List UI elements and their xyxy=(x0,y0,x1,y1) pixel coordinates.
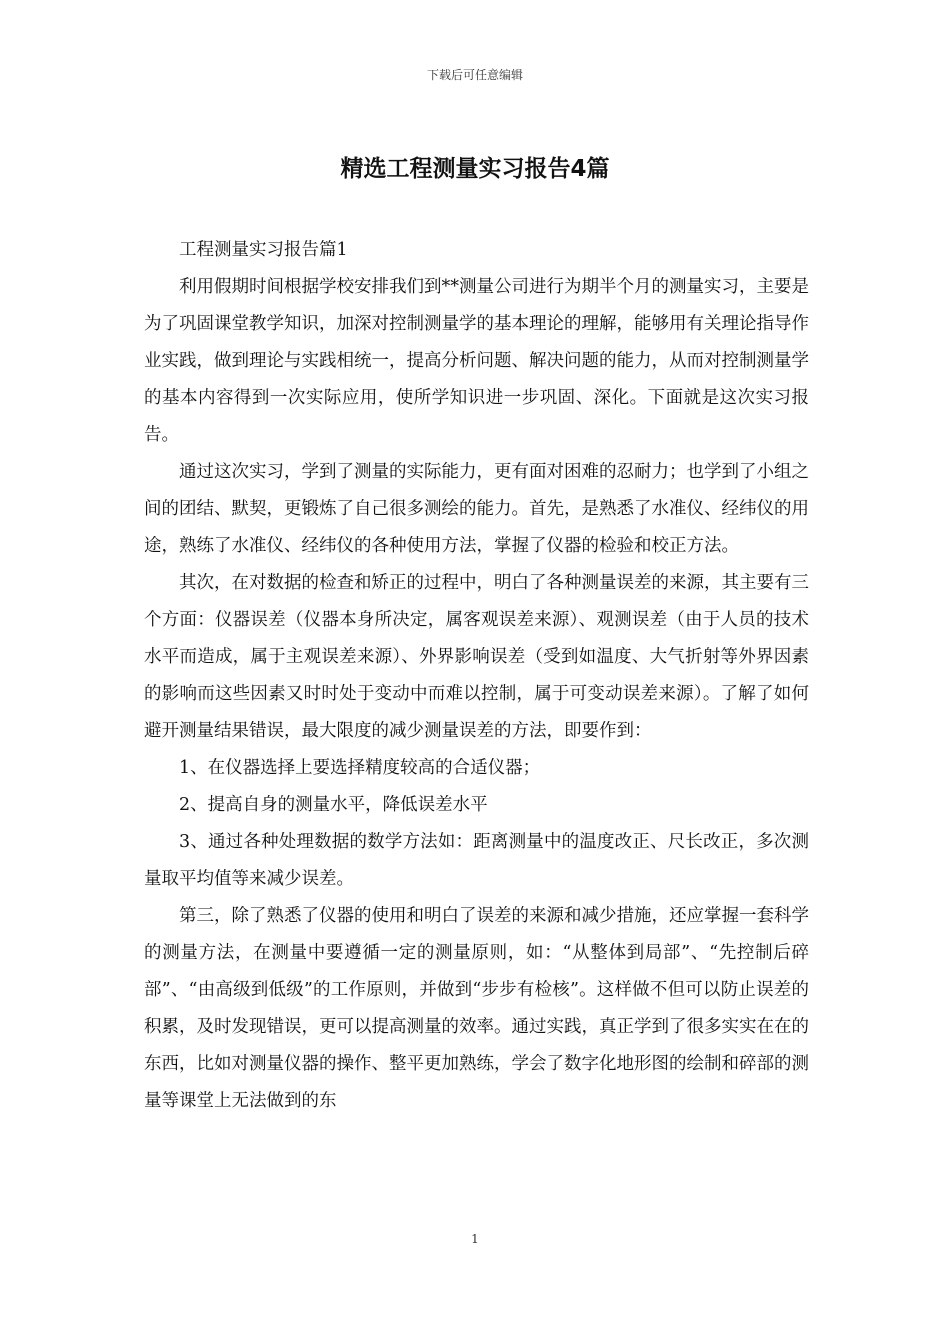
document-title: 精选工程测量实习报告4篇 xyxy=(340,156,610,182)
page-header: 下载后可任意编辑 xyxy=(426,68,523,82)
paragraph-third: 第三，除了熟悉了仪器的使用和明白了误差的来源和减少措施，还应掌握一套科学的测量方法，在测量中要遵循一定的测量原则，如：“从整体到局部”、“先控制后碎部”、“由高级到低级”的工作原则，并做到“步步有检核”。这样做不但可以防止误差的积累，及时发现错误，更可以提高测量的效率。通过实践，真正学到了很多实实在在的东西，比如对测量仪器的操作、整平更加熟练，学会了数字化地形图的绘制和碎部的测量等课堂上无法做到的东 xyxy=(144,906,809,1111)
paragraph-intro: 利用假期时间根据学校安排我们到**测量公司进行为期半个月的测量实习，主要是为了巩固课堂教学知识，加深对控制测量学的基本理论的理解，能够用有关理论指导作业实践，做到理论与实践相统一，提高分析问题、解决问题的能力，从而对控制测量学的基本内容得到一次实际应用，使所学知识进一步巩固、深化。下面就是这次实习报告。 xyxy=(144,277,809,445)
section-heading: 工程测量实习报告篇1 xyxy=(179,240,348,260)
paragraph-first: 通过这次实习，学到了测量的实际能力，更有面对困难的忍耐力；也学到了小组之间的团结、默契，更锻炼了自己很多测绘的能力。首先，是熟悉了水准仪、经纬仪的用途，熟练了水准仪、经纬仪的各种使用方法，掌握了仪器的检验和校正方法。 xyxy=(144,462,809,556)
paragraph-second: 其次，在对数据的检查和矫正的过程中，明白了各种测量误差的来源，其主要有三个方面：仪器误差（仪器本身所决定，属客观误差来源）、观测误差（由于人员的技术水平而造成，属于主观误差来源）、外界影响误差（受到如温度、大气折射等外界因素的影响而这些因素又时时处于变动中而难以控制，属于可变动误差来源）。了解了如何避开测量结果错误，最大限度的减少测量误差的方法，即要作到： xyxy=(144,573,809,741)
list-item: 1、在仪器选择上要选择精度较高的合适仪器； xyxy=(179,758,541,778)
list-item: 2、提高自身的测量水平，降低误差水平 xyxy=(179,795,488,815)
page-number: 1 xyxy=(471,1232,479,1246)
list-item: 3、通过各种处理数据的数学方法如：距离测量中的温度改正、尺长改正，多次测量取平均值等来减少误差。 xyxy=(144,832,809,889)
document-body xyxy=(144,232,809,1120)
